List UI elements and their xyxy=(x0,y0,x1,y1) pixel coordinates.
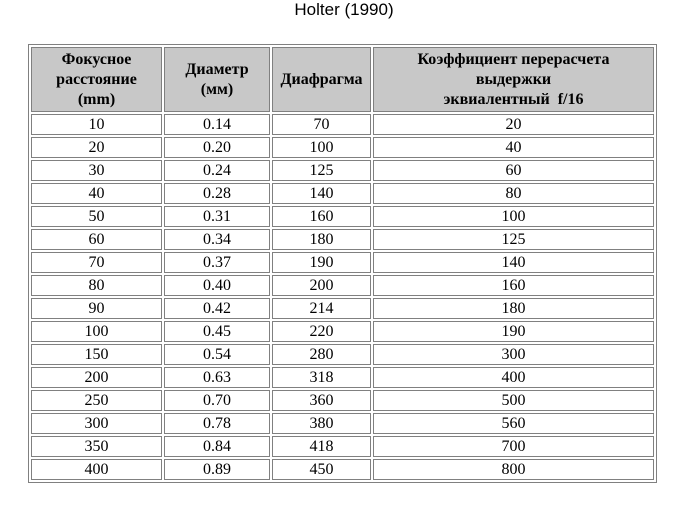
cell-focal-length: 250 xyxy=(31,390,162,411)
cell-exposure-factor: 180 xyxy=(373,298,654,319)
header-aperture xyxy=(272,47,371,112)
cell-aperture: 418 xyxy=(272,436,371,457)
header-line: (мм) xyxy=(200,80,234,98)
cell-exposure-factor: 80 xyxy=(373,183,654,204)
table-row xyxy=(31,252,654,273)
cell-focal-length: 150 xyxy=(31,344,162,365)
cell-diameter: 0.63 xyxy=(164,367,270,388)
cell-exposure-factor: 400 xyxy=(373,367,654,388)
cell-focal-length: 70 xyxy=(31,252,162,273)
cell-exposure-factor: 60 xyxy=(373,160,654,181)
cell-focal-length: 400 xyxy=(31,459,162,480)
cell-diameter: 0.70 xyxy=(164,390,270,411)
cell-exposure-factor: 100 xyxy=(373,206,654,227)
cell-focal-length: 30 xyxy=(31,160,162,181)
table-row xyxy=(31,275,654,296)
cell-diameter: 0.89 xyxy=(164,459,270,480)
table-row xyxy=(31,114,654,135)
cell-focal-length: 60 xyxy=(31,229,162,250)
cell-aperture: 125 xyxy=(272,160,371,181)
cell-focal-length: 50 xyxy=(31,206,162,227)
cell-exposure-factor: 800 xyxy=(373,459,654,480)
table-row xyxy=(31,298,654,319)
header-line: Диафрагма xyxy=(280,70,363,88)
table-row xyxy=(31,183,654,204)
cell-diameter: 0.40 xyxy=(164,275,270,296)
cell-aperture: 318 xyxy=(272,367,371,388)
table-row xyxy=(31,137,654,158)
cell-exposure-factor: 560 xyxy=(373,413,654,434)
cell-diameter: 0.45 xyxy=(164,321,270,342)
cell-aperture: 200 xyxy=(272,275,371,296)
data-table xyxy=(28,44,657,483)
table-row xyxy=(31,413,654,434)
cell-diameter: 0.28 xyxy=(164,183,270,204)
table-row xyxy=(31,321,654,342)
cell-focal-length: 100 xyxy=(31,321,162,342)
cell-aperture: 220 xyxy=(272,321,371,342)
cell-exposure-factor: 20 xyxy=(373,114,654,135)
cell-focal-length: 200 xyxy=(31,367,162,388)
cell-aperture: 140 xyxy=(272,183,371,204)
cell-aperture: 180 xyxy=(272,229,371,250)
table-row xyxy=(31,160,654,181)
table-row xyxy=(31,390,654,411)
cell-diameter: 0.31 xyxy=(164,206,270,227)
cell-aperture: 70 xyxy=(272,114,371,135)
header-line: расстояние xyxy=(56,70,137,88)
header-line: (mm) xyxy=(77,90,116,108)
header-row xyxy=(31,47,654,112)
header-focal-length xyxy=(31,47,162,112)
cell-focal-length: 20 xyxy=(31,137,162,158)
table-row xyxy=(31,436,654,457)
table-row xyxy=(31,344,654,365)
cell-exposure-factor: 190 xyxy=(373,321,654,342)
cell-diameter: 0.20 xyxy=(164,137,270,158)
table-title: Holter (1990) xyxy=(294,0,394,19)
cell-aperture: 450 xyxy=(272,459,371,480)
header-line: Фокусное xyxy=(61,50,132,68)
table-row xyxy=(31,459,654,480)
cell-aperture: 160 xyxy=(272,206,371,227)
cell-aperture: 214 xyxy=(272,298,371,319)
cell-diameter: 0.78 xyxy=(164,413,270,434)
header-line: выдержки xyxy=(475,70,552,88)
cell-diameter: 0.34 xyxy=(164,229,270,250)
cell-focal-length: 90 xyxy=(31,298,162,319)
table-row xyxy=(31,206,654,227)
cell-exposure-factor: 500 xyxy=(373,390,654,411)
header-diameter xyxy=(164,47,270,112)
header-line: Диаметр xyxy=(185,60,249,78)
header-line: эквиалентный f/16 xyxy=(443,90,584,108)
cell-diameter: 0.84 xyxy=(164,436,270,457)
cell-diameter: 0.14 xyxy=(164,114,270,135)
cell-focal-length: 300 xyxy=(31,413,162,434)
cell-diameter: 0.24 xyxy=(164,160,270,181)
cell-diameter: 0.54 xyxy=(164,344,270,365)
cell-aperture: 280 xyxy=(272,344,371,365)
cell-aperture: 190 xyxy=(272,252,371,273)
cell-focal-length: 80 xyxy=(31,275,162,296)
cell-exposure-factor: 300 xyxy=(373,344,654,365)
cell-diameter: 0.42 xyxy=(164,298,270,319)
table-body xyxy=(31,114,654,480)
cell-exposure-factor: 140 xyxy=(373,252,654,273)
header-line: Коэффициент перерасчета xyxy=(417,50,610,68)
cell-focal-length: 10 xyxy=(31,114,162,135)
cell-aperture: 380 xyxy=(272,413,371,434)
cell-aperture: 360 xyxy=(272,390,371,411)
table-row xyxy=(31,229,654,250)
cell-exposure-factor: 700 xyxy=(373,436,654,457)
cell-focal-length: 40 xyxy=(31,183,162,204)
header-exposure-factor xyxy=(373,47,654,112)
cell-aperture: 100 xyxy=(272,137,371,158)
cell-exposure-factor: 160 xyxy=(373,275,654,296)
cell-exposure-factor: 40 xyxy=(373,137,654,158)
cell-diameter: 0.37 xyxy=(164,252,270,273)
table-row xyxy=(31,367,654,388)
cell-exposure-factor: 125 xyxy=(373,229,654,250)
cell-focal-length: 350 xyxy=(31,436,162,457)
